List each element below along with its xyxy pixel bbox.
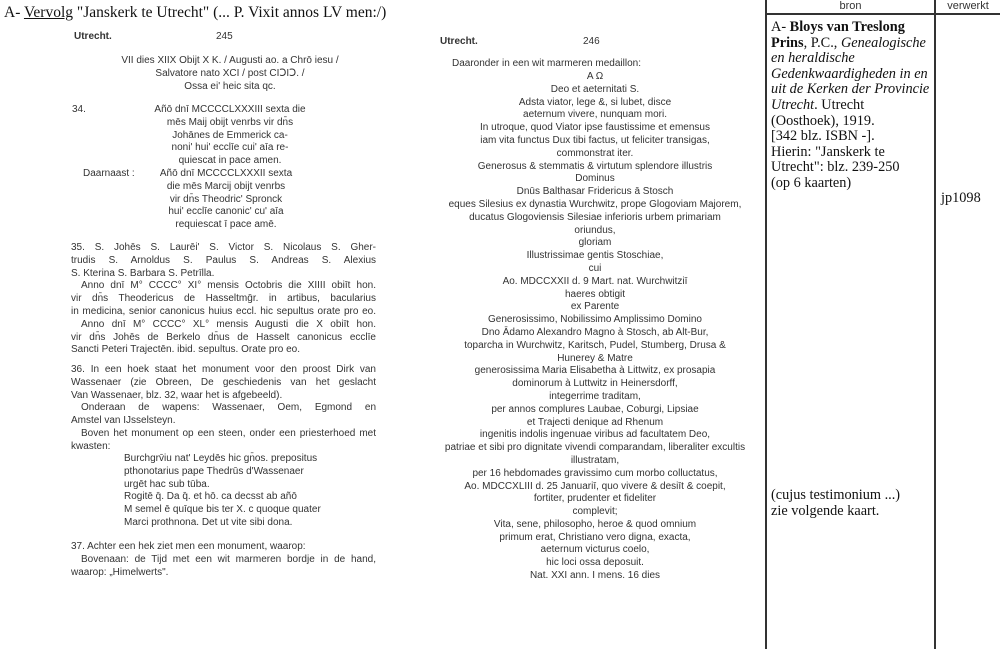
right-running-head: Utrecht. — [440, 36, 478, 47]
column-header-verwerkt: verwerkt — [947, 0, 989, 12]
text-line: M semel ē quīque bis ter X. c quoque quater — [124, 504, 321, 516]
item-37 — [71, 541, 376, 579]
text-line: Dominus — [575, 173, 615, 185]
medaillon-inscription — [430, 71, 760, 583]
text-line: requiescat ī pace amē. — [175, 219, 277, 231]
text-line: ducatus Glogoviensis Silesiae inferioris urbem primariam — [469, 211, 721, 223]
text-line: commonstrat iter. — [556, 147, 634, 159]
text-line: Adsta viator, lege &, si lubet, disce — [518, 96, 672, 108]
text-line: quiescat in pace amen. — [178, 155, 282, 167]
text-line: iam vita functus Dux tibi factus, ut feliciter transigas, — [480, 134, 710, 146]
text-line: illustratam, — [570, 454, 620, 466]
text-line: Añō dnī MCCCCLXXXIII sexta die — [154, 104, 306, 115]
text-line: aeternum victurus coelo, — [540, 544, 650, 556]
text-line: noni' hui' ecclīe cui' aīa re- — [171, 142, 289, 154]
entry-publication: . Utrecht (Oosthoek), 1919. — [771, 96, 875, 129]
card-title — [4, 4, 386, 22]
text-line: eques Silesius ex dynastia Wurchwitz, prope Glogoviam Majorem, — [448, 198, 742, 210]
text-line: Illustrissimae gentis Stoschiae, — [526, 250, 664, 262]
text-line: dominorum à Luttwitz in Heinersdorff, — [512, 378, 678, 390]
text-line: die mēs Marcij obijt venrbs — [166, 180, 286, 192]
text-line: 37. Achter een hek ziet men een monument, waarop: — [71, 541, 306, 552]
text-line: Añō dnī MCCCCLXXXII sexta — [159, 168, 293, 179]
table-divider-left — [765, 0, 767, 649]
text-line: complevit; — [572, 506, 618, 518]
left-page-number: 245 — [216, 31, 233, 42]
entry-title: Genealogische en heraldische Gedenkwaardigheden in en uit de Kerken der Provincie Utrecht — [771, 34, 930, 113]
entry-prefix: A- — [771, 19, 790, 35]
item-34-number: 34. — [72, 104, 86, 115]
entry-pages: [342 blz. ISBN -]. — [771, 128, 875, 145]
text-line: 36. In een hoek staat het monument voor den proost Dirk van — [71, 364, 376, 375]
column-header-bron: bron — [839, 0, 862, 12]
text-line: Nat. XXI ann. I mens. 16 dies — [529, 570, 661, 582]
text-line: vir dn̄s Johēs de Berkelo dn̄us de Hasselt canonicus ecclīe — [71, 331, 376, 343]
text-line: fortiter, prudenter et fideliter — [533, 493, 657, 505]
text-line: aeternum vivere, nunquam mori. — [523, 109, 667, 121]
text-line: Onderaan de wapens: Wassenaer, Oem, Egmond en — [81, 402, 376, 414]
text-line: in medicina, senior canonicus huius eccl. hic sepultus orate pro eo. — [71, 305, 376, 317]
text-line: Amstel van IJsselsteyn. — [71, 415, 176, 427]
text-line: Ossa ei' heic sita qc. — [184, 80, 276, 92]
text-line: Sancti Peteri Trajectēn. ibid. sepultus. Orate pro eo. — [71, 344, 301, 356]
text-line: Anno dnī M° CCCC° XI° mensis Octobris die XIIII obiīt hon. — [81, 280, 376, 292]
text-line: Boven het monument op een steen, onder een priesterhoed met — [81, 427, 376, 439]
text-line: Van Wassenaer, blz. 32, waar het is afgebeeld). — [71, 389, 283, 401]
text-line: Vita, sene, philosopho, heroe & quod omnium — [493, 518, 697, 530]
inscription-top — [90, 55, 370, 93]
text-line: Hunerey & Matre — [557, 352, 633, 364]
table-header-rule — [765, 13, 1000, 15]
item-36 — [71, 364, 376, 454]
text-line: per 16 hebdomades gravissimo cum morbo colluctatus, — [472, 467, 718, 479]
text-line: per annos complures Laubae, Coburgi, Lipsiae — [491, 403, 699, 415]
text-line: toparcha in Wurchwitz, Karitsch, Pudel, Stumberg, Drusa & — [464, 339, 726, 351]
text-line: VII dies XIIX Obijt X K. / Augusti ao. a Chrō iesu / — [121, 55, 339, 66]
title-text: "Janskerk te Utrecht" (... P. Vixit annos LV men:/) — [73, 4, 387, 21]
text-line: generosissima Maria Elisabetha à Littwitz, ex prosapia — [474, 365, 716, 377]
text-line: hic loci ossa deposuit. — [546, 557, 644, 569]
text-line: Salvatore nato XCI / post CIↃIↃ. / — [155, 67, 305, 79]
text-line: haeres obtigit — [564, 288, 626, 300]
text-line: mēs Maij obijt venrbs vir dn̄s — [166, 116, 294, 128]
text-line: integerrime traditam, — [549, 390, 641, 402]
text-line: ingenitis indolis ingenuae viribus ad facultatem Deo, — [479, 429, 711, 441]
title-prefix: A- — [4, 4, 24, 21]
text-line: vir dn̄s Theodericus de Hasseltmḡr. in artibus, bacularius — [71, 293, 376, 305]
table-divider-right — [934, 0, 936, 649]
left-running-head: Utrecht. — [74, 31, 112, 42]
text-line: Bovenaan: de Tijd met een wit marmeren bordje in de hand, — [81, 553, 376, 565]
text-line: gloriam — [578, 237, 612, 249]
verwerkt-code: jp1098 — [941, 190, 981, 206]
text-line: et Trajecti denique ad Rhenum — [526, 416, 664, 428]
text-line: Marci prothnona. Det ut vite sibi dona. — [124, 516, 293, 528]
text-line: kwasten: — [71, 440, 111, 452]
text-line: Generosissimo, Nobilissimo Amplissimo Domino — [488, 314, 702, 326]
item-34-inscription — [140, 104, 320, 168]
text-line: Dno Ādamo Alexandro Magno à Stosch, ab Alt-Bur, — [481, 326, 709, 338]
daarnaast-label: Daarnaast : — [83, 168, 135, 179]
text-line: pthonotarius pape Thedrūs d'Wassenaer — [124, 465, 304, 477]
text-line: cui — [588, 262, 602, 274]
text-line: oriundus, — [574, 224, 616, 236]
entry-author: Bloys van Treslong Prins — [771, 19, 905, 51]
bibliographic-entry — [771, 20, 933, 192]
text-line: hui' ecclīe canonic' cu' aīa — [168, 206, 284, 218]
note-testimonium: (cujus testimonium ...) — [771, 487, 901, 503]
entry-hierin: Hierin: "Janskerk te Utrecht": blz. 239-250 — [771, 143, 900, 176]
right-page-number: 246 — [583, 36, 600, 47]
text-line: Ao. MDCCXXII d. 9 Mart. nat. Wurchwitziī — [502, 275, 688, 287]
item-35 — [71, 242, 376, 357]
text-line: Anno dnī M° CCCC° XL° mensis Augusti die X obiīt hon. — [81, 318, 376, 330]
text-line: S. Kterina S. Barbara S. Petrīlla. — [71, 267, 215, 279]
text-line: primum erat, Christiano vero digna, exacta, — [499, 531, 691, 543]
text-line: In utroque, quod Viator ipse faustissime et emensus — [480, 122, 710, 134]
text-line: Deo et aeternitati S. — [550, 83, 640, 95]
text-line: Burchgrv̄iu nat' Leydēs hic gn̄os. prepositus — [124, 453, 318, 464]
text-line: Wassenaer (zie Obreen, De geschiedenis van het geslacht — [71, 376, 376, 388]
text-line: Generosus & stemmatis & virtutum splendore illustris — [477, 160, 713, 172]
text-line: patriae et sibi pro dignitate vivendi comparandam, liberaliter excultis — [444, 442, 746, 454]
text-line: trudis S. Arnoldus S. Paulus S. Andreas S. Alexius — [71, 254, 376, 266]
item-36-verse — [124, 453, 344, 530]
text-line: urgēt hac sub tūba. — [124, 478, 210, 490]
text-line: 35. S. Johēs S. Laurēi' S. Victor S. Nicolaus S. Gher- — [71, 242, 376, 253]
text-line: waarop: „Himelwerts". — [71, 566, 169, 578]
text-line: Johānes de Emmerick ca- — [172, 129, 288, 141]
item-34-daarnaast — [146, 168, 306, 232]
text-line: Ao. MDCCXLIII d. 25 Januariī, quo vivere & desiīt & coepit, — [464, 480, 726, 492]
text-line: vir dn̄s Theodric' Spronck — [169, 193, 283, 205]
medaillon-intro: Daaronder in een wit marmeren medaillon: — [452, 58, 641, 69]
text-line: A Ω — [586, 71, 604, 82]
vervolg-link[interactable]: Vervolg — [23, 4, 74, 21]
text-line: Dnūs Balthasar Fridericus ā Stosch — [516, 186, 674, 198]
entry-kaarten: (op 6 kaarten) — [771, 174, 852, 191]
text-line: ex Parente — [570, 301, 620, 313]
note-next-card: zie volgende kaart. — [771, 503, 880, 519]
text-line: Rogitē q̄. Da q̄. et hō. ca decsst ab añō — [124, 491, 297, 503]
entry-initials: , P.C., — [803, 34, 841, 51]
